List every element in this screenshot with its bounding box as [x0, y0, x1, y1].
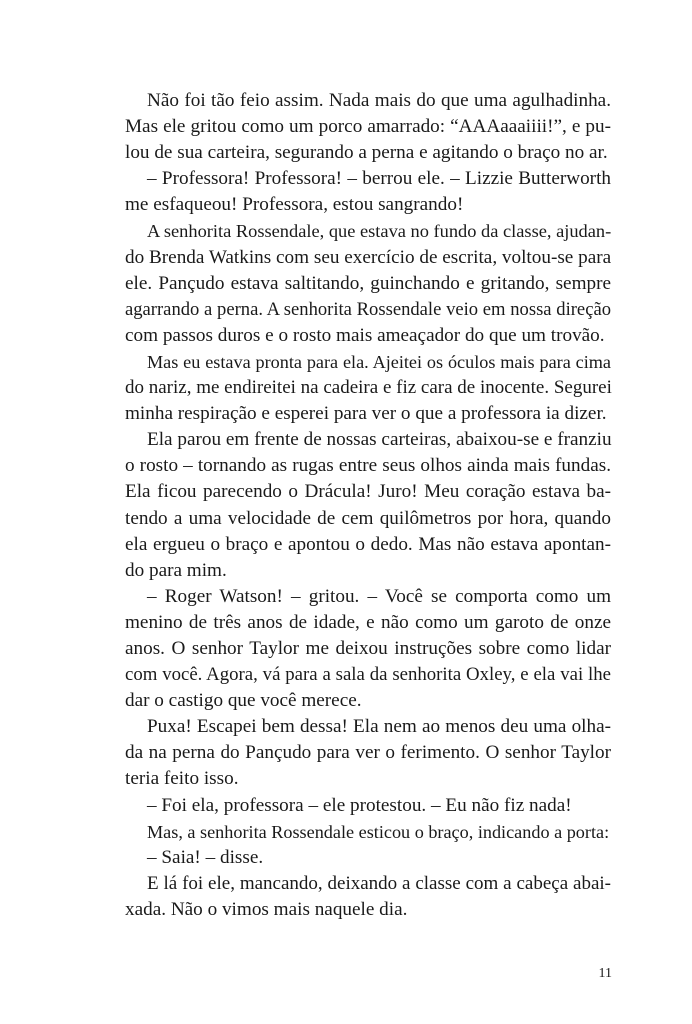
text-line: Mas ele gritou como um porco amarrado: “AAAaaaiiii!”, e pu- [125, 116, 611, 138]
text-line: com você. Agora, vá para a sala da senhorita Oxley, e ela vai lhe [125, 664, 611, 686]
text-line: ela ergueu o braço e apontou o dedo. Mas não estava apontan- [125, 533, 611, 555]
text-line: me esfaqueou! Professora, estou sangrando! [125, 194, 464, 216]
text-line: dar o castigo que você merece. [125, 690, 362, 712]
text-line: da na perna do Pançudo para ver o ferimento. O senhor Taylor [125, 742, 611, 764]
text-line: teria feito isso. [125, 768, 239, 790]
text-line: menino de três anos de idade, e não como um garoto de onze [125, 611, 611, 633]
text-line: agarrando a perna. A senhorita Rossendale veio em nossa direção [125, 298, 611, 320]
text-line: – Professora! Professora! – berrou ele. – Lizzie Butterworth [147, 168, 611, 190]
text-line: do nariz, me endireitei na cadeira e fiz cara de inocente. Segurei [125, 377, 612, 399]
text-line: E lá foi ele, mancando, deixando a classe com a cabeça abai- [147, 872, 611, 894]
text-line: do Brenda Watkins com seu exercício de escrita, voltou-se para [125, 246, 612, 268]
text-line: Mas eu estava pronta para ela. Ajeitei os óculos mais para cima [147, 351, 611, 372]
text-line: A senhorita Rossendale, que estava no fundo da classe, ajudan- [147, 221, 612, 242]
text-line: Mas, a senhorita Rossendale esticou o braço, indicando a porta: [147, 821, 610, 842]
body-text [125, 88, 611, 923]
text-line: Não foi tão feio assim. Nada mais do que uma agulhadinha. [147, 90, 611, 111]
text-line: o rosto – tornando as rugas entre seus olhos ainda mais fundas. [125, 455, 611, 477]
page-number: 11 [598, 966, 612, 981]
text-line: – Saia! – disse. [147, 846, 264, 868]
text-line: Puxa! Escapei bem dessa! Ela nem ao menos deu uma olha- [147, 716, 611, 738]
text-line: anos. O senhor Taylor me deixou instruções sobre como lidar [125, 637, 611, 659]
text-line: xada. Não o vimos mais naquele dia. [125, 898, 408, 920]
text-line: com passos duros e o rosto mais ameaçador do que um trovão. [125, 324, 605, 346]
text-line: tendo a uma velocidade de cem quilômetros por hora, quando [125, 507, 611, 529]
text-line: lou de sua carteira, segurando a perna e agitando o braço no ar. [125, 142, 608, 164]
text-line: minha respiração e esperei para ver o que a professora ia dizer. [125, 403, 607, 425]
text-line: do para mim. [125, 559, 227, 581]
text-line: ele. Pançudo estava saltitando, guinchando e gritando, sempre [125, 272, 611, 294]
text-line: Ela parou em frente de nossas carteiras, abaixou-se e franziu [147, 429, 612, 451]
text-line: – Foi ela, professora – ele protestou. – Eu não fiz nada! [147, 794, 572, 816]
text-line: Ela ficou parecendo o Drácula! Juro! Meu coração estava ba- [125, 481, 611, 503]
text-line: – Roger Watson! – gritou. – Você se comporta como um [147, 585, 611, 607]
